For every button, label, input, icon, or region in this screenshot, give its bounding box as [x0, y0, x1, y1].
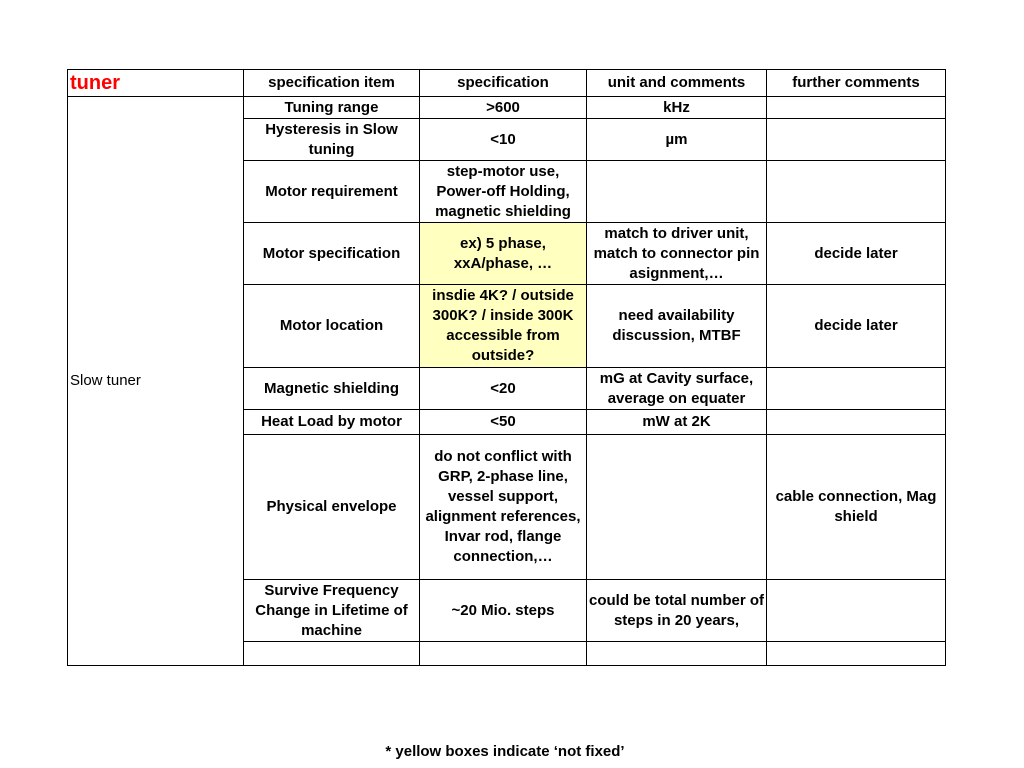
tuner-spec-table	[67, 69, 946, 666]
spec-value	[420, 642, 587, 666]
spec-item: Survive Frequency Change in Lifetime of machine	[244, 580, 420, 642]
group-label: Slow tuner	[68, 97, 244, 666]
further-comment	[767, 161, 946, 223]
table-row	[68, 97, 946, 119]
spec-item: Motor requirement	[244, 161, 420, 223]
spec-value: <20	[420, 368, 587, 410]
spec-value-not-fixed: insdie 4K? / outside 300K? / inside 300K accessible from outside?	[420, 285, 587, 368]
further-comment: cable connection, Mag shield	[767, 435, 946, 580]
spec-item: Tuning range	[244, 97, 420, 119]
spec-item: Hysteresis in Slow tuning	[244, 119, 420, 161]
further-comment	[767, 580, 946, 642]
spec-item: Motor specification	[244, 223, 420, 285]
further-comment	[767, 410, 946, 435]
spec-value-not-fixed: ex) 5 phase, xxA/phase, …	[420, 223, 587, 285]
spec-item	[244, 642, 420, 666]
header-specification: specification	[420, 70, 587, 97]
spec-value: <10	[420, 119, 587, 161]
unit-comment: need availability discussion, MTBF	[587, 285, 767, 368]
further-comment: decide later	[767, 285, 946, 368]
spec-value: do not conflict with GRP, 2-phase line, vessel support, alignment references, Invar rod, flange connection,…	[420, 435, 587, 580]
spec-value: ~20 Mio. steps	[420, 580, 587, 642]
unit-comment: could be total number of steps in 20 years,	[587, 580, 767, 642]
spec-item: Motor location	[244, 285, 420, 368]
further-comment	[767, 642, 946, 666]
spec-value: >600	[420, 97, 587, 119]
unit-comment: mG at Cavity surface, average on equater	[587, 368, 767, 410]
spec-item: Physical envelope	[244, 435, 420, 580]
unit-comment: kHz	[587, 97, 767, 119]
footnote: * yellow boxes indicate ‘not fixed’	[385, 743, 625, 760]
unit-comment	[587, 642, 767, 666]
header-specification-item: specification item	[244, 70, 420, 97]
unit-comment: mW at 2K	[587, 410, 767, 435]
spec-item: Heat Load by motor	[244, 410, 420, 435]
further-comment	[767, 97, 946, 119]
further-comment	[767, 119, 946, 161]
unit-comment	[587, 435, 767, 580]
spec-item: Magnetic shielding	[244, 368, 420, 410]
header-further-comments: further comments	[767, 70, 946, 97]
further-comment: decide later	[767, 223, 946, 285]
spec-value: <50	[420, 410, 587, 435]
unit-comment: µm	[587, 119, 767, 161]
unit-comment: match to driver unit, match to connector pin asignment,…	[587, 223, 767, 285]
unit-comment	[587, 161, 767, 223]
header-unit-and-comments: unit and comments	[587, 70, 767, 97]
table-title: tuner	[68, 70, 244, 97]
further-comment	[767, 368, 946, 410]
header-row	[68, 70, 946, 97]
spec-value: step-motor use, Power-off Holding, magnetic shielding	[420, 161, 587, 223]
